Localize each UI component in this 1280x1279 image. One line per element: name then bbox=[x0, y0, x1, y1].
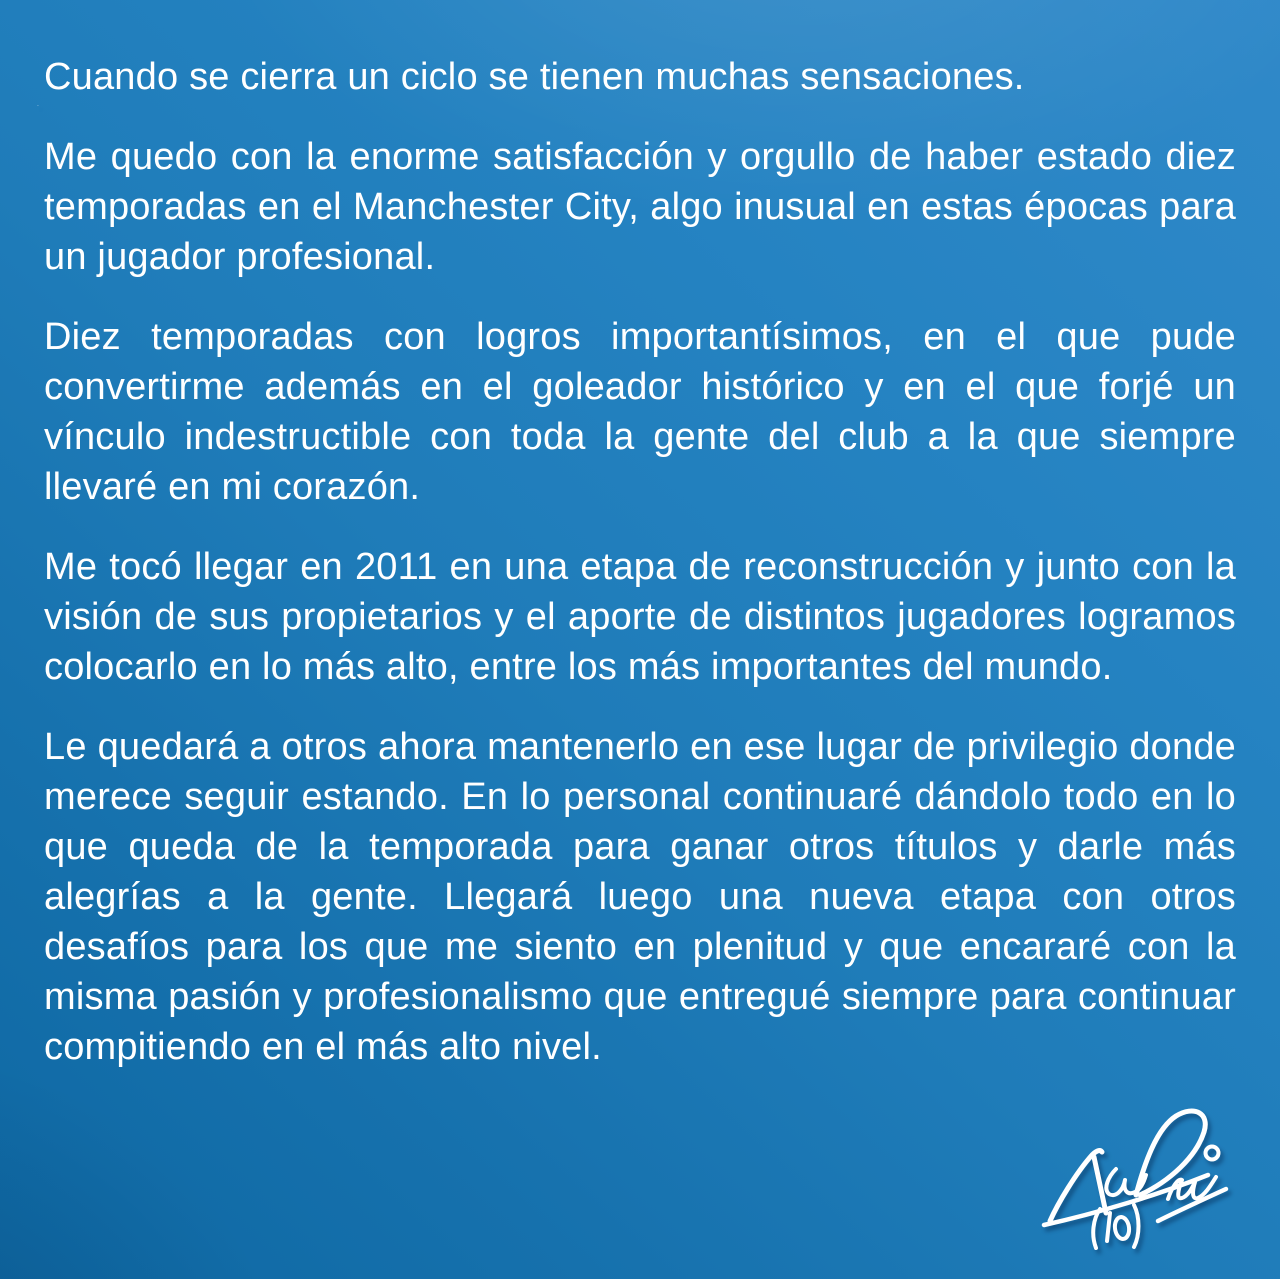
signature-shirt-number: (10) bbox=[37, 106, 39, 107]
statement-paragraph-5: Le quedará a otros ahora mantenerlo en ese lugar de privilegio donde merece seguir estando. En lo personal continuaré dándolo todo en lo que queda de la temporada para ganar otros títulos y darle más alegrías a la gente. Llegará luego una nueva etapa con otros desafíos para los que me siento en plenitud y que encararé con la misma pasión y profesionalismo que entregué siempre para continuar compitiendo en el más alto nivel. bbox=[44, 726, 1236, 1068]
statement-paragraph-2: Me quedo con la enorme satisfacción y orgullo de haber estado diez temporadas en el Manchester City, algo inusual en estas épocas para un jugador profesional. bbox=[44, 136, 1236, 278]
statement-paragraph-3: Diez temporadas con logros importantísimos, en el que pude convertirme además en el goleador histórico y en el que forjé un vínculo indestructible con toda la gente del club a la que siempre llevaré en mi corazón. bbox=[44, 316, 1236, 508]
signature-stroke-o bbox=[1206, 1147, 1219, 1160]
signature-stroke-digit-1 bbox=[1107, 1213, 1110, 1241]
signature-stroke-paren-right bbox=[1134, 1205, 1139, 1247]
signature-stroke-digit-0 bbox=[1114, 1216, 1131, 1240]
statement-body bbox=[44, 52, 1236, 1072]
signature-stroke-A-right bbox=[1094, 1157, 1106, 1213]
statement-paragraph-1: Cuando se cierra un ciclo se tienen muchas sensaciones. bbox=[44, 56, 1025, 98]
statement-paragraph-4: Me tocó llegar en 2011 en una etapa de reconstrucción y junto con la visión de sus propietarios y el aporte de distintos jugadores logramos colocarlo en lo más alto, entre los más importantes del mundo. bbox=[44, 546, 1236, 688]
